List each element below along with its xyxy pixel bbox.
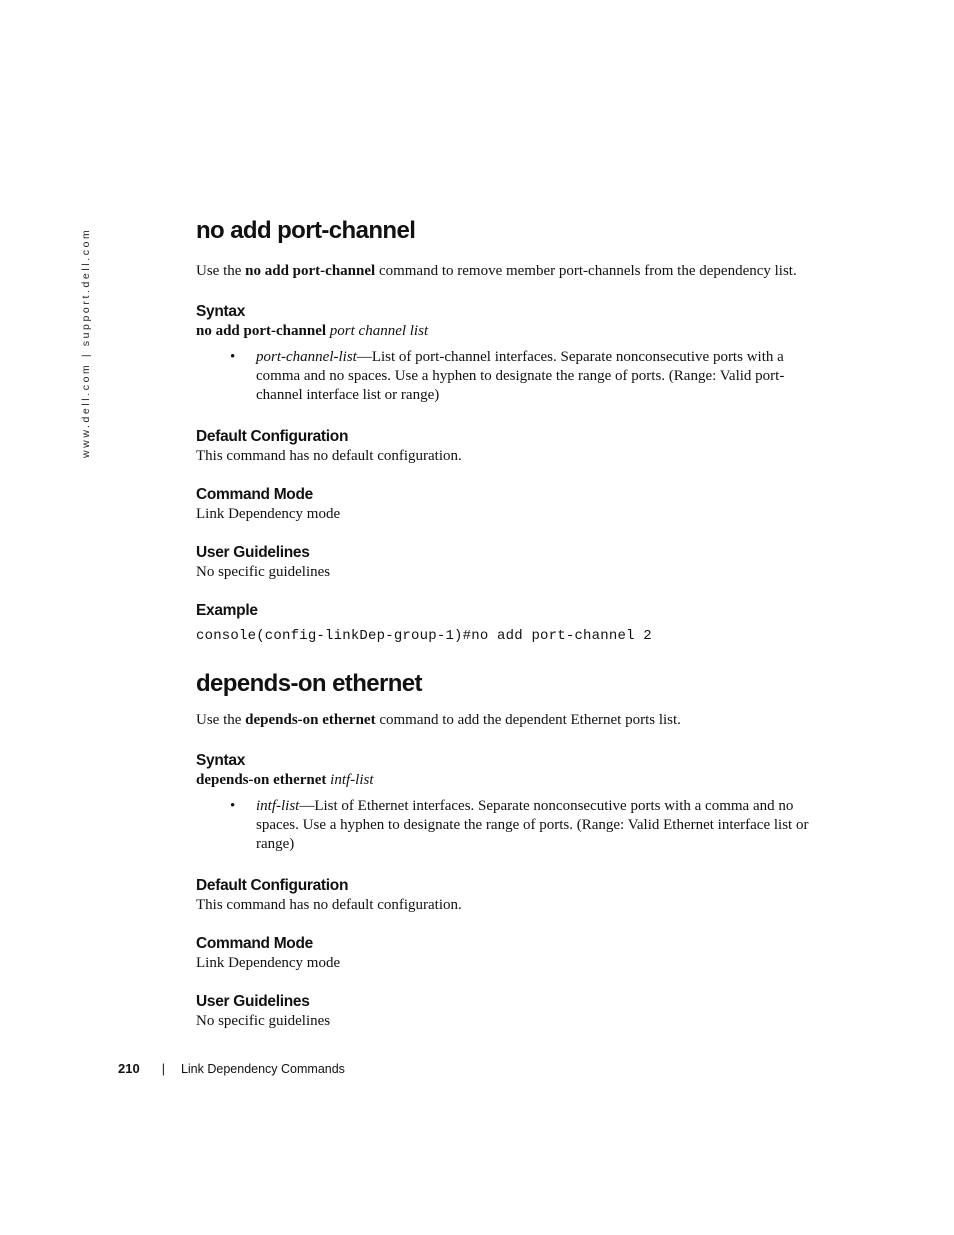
section-title: depends-on ethernet (196, 670, 422, 697)
section-title: no add port-channel (196, 217, 416, 244)
bullet-dot: • (230, 798, 236, 814)
intro-prefix: Use the (196, 712, 246, 728)
command-mode-heading: Command Mode (196, 935, 313, 952)
syntax-argument: port channel list (329, 323, 429, 339)
intro-paragraph (196, 262, 816, 280)
user-guidelines-text: No specific guidelines (196, 564, 331, 580)
syntax-argument: intf-list (330, 772, 374, 788)
bullet-text: —List of port-channel interfaces. Separate nonconsecutive ports with a comma and no spaces. Use a hyphen to designate the range of ports. (Range: Valid port-channel interface list or range) (256, 349, 785, 403)
intro-command: no add port-channel (245, 263, 376, 279)
intro-paragraph (196, 711, 816, 729)
user-guidelines-heading: User Guidelines (196, 544, 310, 561)
user-guidelines-text: No specific guidelines (196, 1013, 331, 1029)
default-config-text: This command has no default configuration. (196, 448, 462, 464)
intro-command: depends-on ethernet (245, 712, 376, 728)
command-mode-text: Link Dependency mode (196, 506, 341, 522)
intro-prefix: Use the (196, 263, 246, 279)
bullet-item (196, 348, 816, 405)
page-footer (118, 1061, 345, 1076)
command-mode-text: Link Dependency mode (196, 955, 341, 971)
default-config-text: This command has no default configuration. (196, 897, 462, 913)
bullet-term: intf-list (256, 798, 300, 814)
syntax-line (196, 771, 816, 789)
bullet-item (196, 797, 816, 854)
page-number: 210 (118, 1061, 140, 1076)
syntax-command: no add port-channel (196, 323, 327, 339)
section-depends-on-ethernet (196, 667, 816, 1030)
intro-suffix: command to add the dependent Ethernet ports list. (375, 712, 681, 728)
side-url: www.dell.com | support.dell.com (80, 227, 92, 458)
footer-separator: | (161, 1062, 165, 1076)
user-guidelines-heading: User Guidelines (196, 993, 310, 1010)
syntax-heading: Syntax (196, 752, 246, 769)
command-mode-heading: Command Mode (196, 486, 313, 503)
bullet-term: port-channel-list (256, 349, 357, 365)
page-content (196, 214, 816, 1030)
syntax-command: depends-on ethernet (196, 772, 327, 788)
chapter-title: Link Dependency Commands (180, 1062, 345, 1076)
bullet-dot: • (230, 349, 236, 365)
example-code: console(config-linkDep-group-1)#no add port-channel 2 (196, 628, 652, 644)
section-no-add-port-channel (196, 214, 816, 645)
example-heading: Example (196, 602, 258, 619)
default-config-heading: Default Configuration (196, 428, 349, 445)
default-config-heading: Default Configuration (196, 877, 349, 894)
syntax-line (196, 322, 816, 340)
bullet-text: —List of Ethernet interfaces. Separate nonconsecutive ports with a comma and no spaces. Use a hyphen to designate the range of ports. (Range: Valid Ethernet interface list or range) (256, 798, 809, 852)
intro-suffix: command to remove member port-channels from the dependency list. (375, 263, 797, 279)
syntax-heading: Syntax (196, 303, 246, 320)
